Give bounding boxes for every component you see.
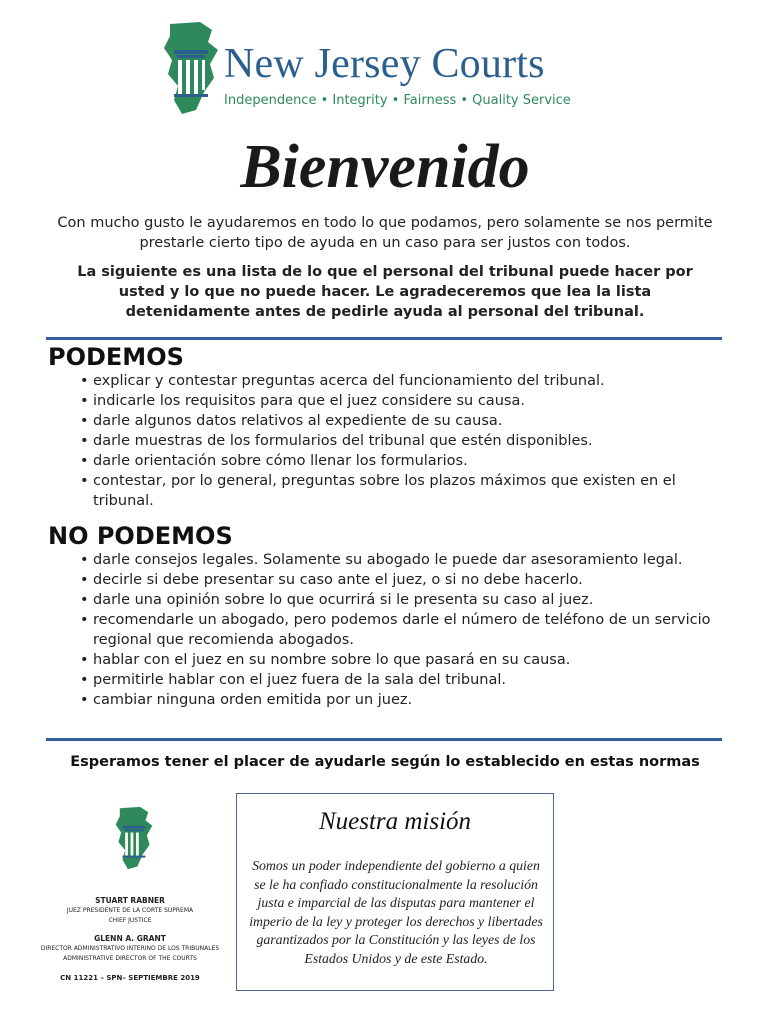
mission-text: Somos un poder independiente del gobierno a quien se le ha confiado constitucionalmente la resolución justa e imparcial de las disputas para mantener el imperio de la ley y proteger los derechos y libertades garantizados por la Constitución y las leyes de los Estados Unidos y de este Estado. — [249, 858, 543, 966]
official-title: CHIEF JUSTICE — [108, 917, 152, 924]
list-item: • darle muestras de los formularios del tribunal que estén disponibles. — [80, 433, 593, 449]
notice-paragraph: La siguiente es una lista de lo que el personal del tribunal puede hacer por usted y lo que no puede hacer. Le agradeceremos que lea la lista detenidamente antes de pedirle ayuda al personal del tribunal. — [77, 264, 693, 320]
cannot-list — [80, 550, 730, 710]
mission-box — [236, 793, 554, 991]
can-list — [80, 371, 730, 511]
nj-courts-seal-icon — [113, 802, 155, 874]
list-item: • permitirle hablar con el juez fuera de la sala del tribunal. — [80, 672, 506, 688]
official-title: ADMINISTRATIVE DIRECTOR OF THE COURTS — [63, 955, 197, 962]
divider — [46, 738, 722, 741]
document-number: CN 11221 – SPN– SEPTIEMBRE 2019 — [60, 974, 200, 982]
brand-tagline: Independence • Integrity • Fairness • Quality Service — [224, 93, 571, 108]
list-item: • darle consejos legales. Solamente su abogado le puede dar asesoramiento legal. — [80, 552, 683, 568]
brand-name: New Jersey Courts — [224, 41, 545, 87]
list-item: • hablar con el juez en su nombre sobre lo que pasará en su causa. — [80, 652, 571, 668]
list-item: • contestar, por lo general, preguntas sobre los plazos máximos que existen en el tribunal. — [80, 473, 676, 509]
divider — [46, 337, 722, 340]
list-item: • darle orientación sobre cómo llenar los formularios. — [80, 453, 468, 469]
nj-courts-logo-icon — [160, 20, 222, 116]
official-title: DIRECTOR ADMINISTRATIVO INTERINO DE LOS TRIBUNALES — [40, 945, 220, 952]
list-item: • recomendarle un abogado, pero podemos darle el número de teléfono de un servicio regional que recomienda abogados. — [80, 612, 711, 648]
list-item: • decirle si debe presentar su caso ante el juez, o si no debe hacerlo. — [80, 572, 583, 588]
list-item: • darle algunos datos relativos al expediente de su causa. — [80, 413, 503, 429]
official-title: JUEZ PRESIDENTE DE LA CORTE SUPREMA — [66, 907, 194, 914]
list-item: • cambiar ninguna orden emitida por un juez. — [80, 692, 413, 708]
list-item: • explicar y contestar preguntas acerca del funcionamiento del tribunal. — [80, 373, 605, 389]
cannot-section-title: NO PODEMOS — [48, 522, 233, 550]
can-section-title: PODEMOS — [48, 343, 184, 371]
official-name: GLENN A. GRANT — [94, 934, 166, 943]
page-title: Bienvenido — [240, 133, 530, 201]
mission-title: Nuestra misión — [318, 808, 472, 835]
list-item: • indicarle los requisitos para que el juez considere su causa. — [80, 393, 525, 409]
intro-paragraph: Con mucho gusto le ayudaremos en todo lo que podamos, pero solamente se nos permite prestarle cierto tipo de ayuda en un caso para ser justos con todos. — [57, 215, 713, 251]
list-item: • darle una opinión sobre lo que ocurrirá si le presenta su caso al juez. — [80, 592, 594, 608]
closing-statement: Esperamos tener el placer de ayudarle según lo establecido en estas normas — [70, 754, 700, 770]
officials-block — [30, 896, 230, 982]
official-name: STUART RABNER — [95, 896, 165, 905]
